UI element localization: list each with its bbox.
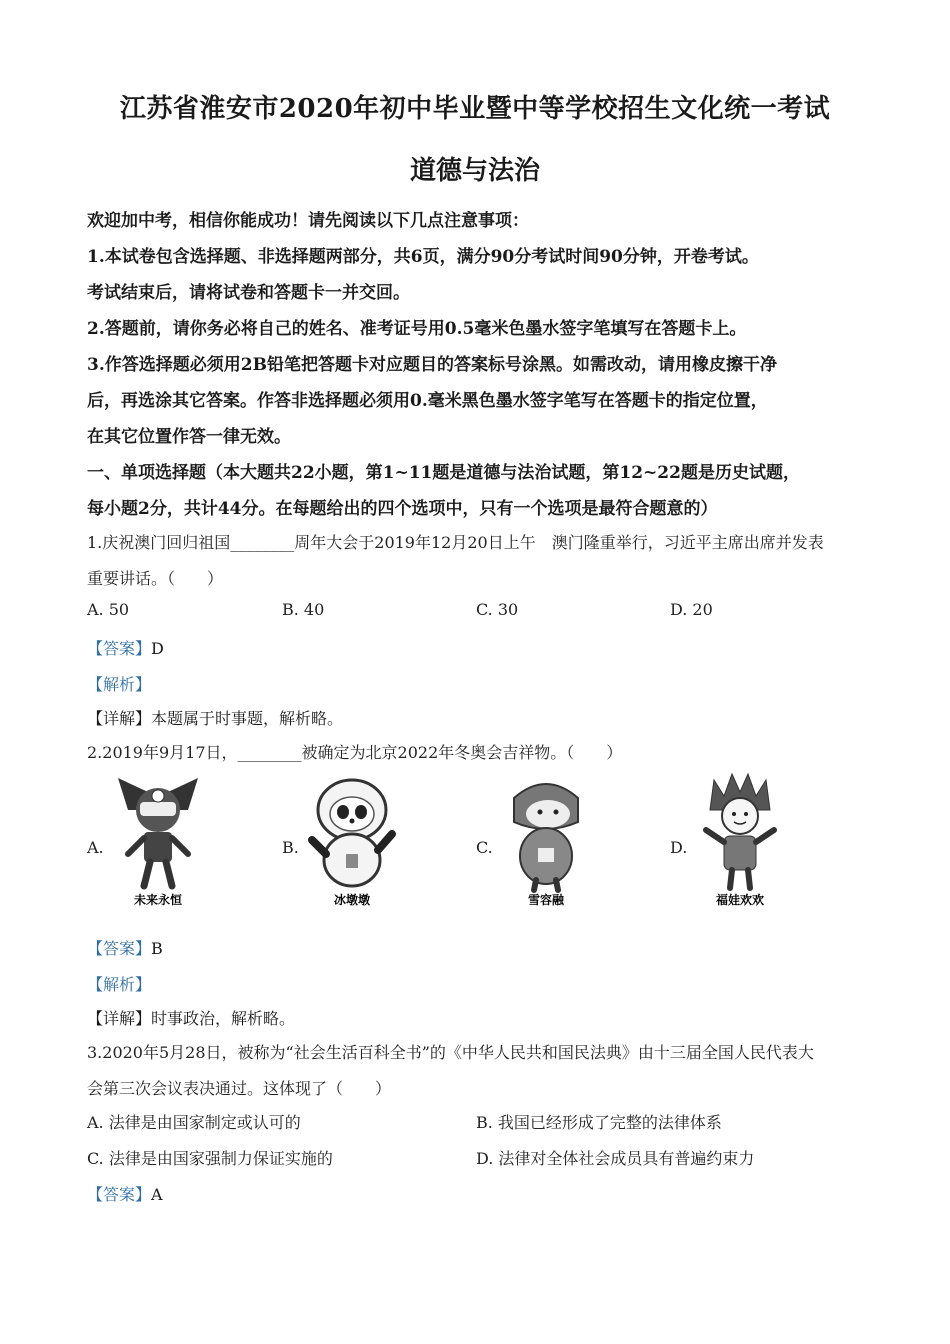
q1-detail: 【详解】本题属于时事题，解析略。	[87, 709, 344, 728]
question-1-stem: 重要讲话。（ ）	[87, 569, 224, 588]
mascot-c-caption: 雪容融	[527, 893, 565, 907]
mascot-d-image	[690, 770, 790, 910]
subject-title: 道德与法治	[409, 156, 540, 186]
note-line: 考试结束后，请将试卷和答题卡一并交回。	[87, 283, 410, 303]
q3-option-a: A. 法律是由国家制定或认可的	[87, 1113, 301, 1132]
q1-answer: 【答案】D	[87, 639, 164, 658]
q3-option-c: C. 法律是由国家强制力保证实施的	[87, 1149, 333, 1168]
note-line: 后，再选涂其它答案。作答非选择题必须用0.毫米黑色墨水签字笔写在答题卡的指定位置，	[87, 391, 768, 411]
question-1-stem: 1.庆祝澳门回归祖国________周年大会于2019年12月20日上午 澳门隆重举行，习近平主席出席并发表	[87, 533, 824, 552]
note-line: 欢迎加中考，相信你能成功！请先阅读以下几点注意事项：	[87, 211, 529, 231]
mascot-c-image	[496, 770, 596, 910]
section-header: 一、单项选择题（本大题共22小题，第1~11题是道德与法治试题，第12~22题是历史试题，	[87, 463, 800, 483]
question-2-stem: 2.2019年9月17日，________被确定为北京2022年冬奥会吉祥物。（ ）	[87, 743, 623, 762]
q2-option-c: C.	[476, 838, 493, 857]
q2-analysis-label: 【解析】	[87, 975, 152, 994]
q3-answer: 【答案】A	[87, 1185, 163, 1204]
q1-option-b: B. 40	[282, 600, 325, 619]
q3-option-d: D. 法律对全体社会成员具有普遍约束力	[476, 1149, 755, 1168]
mascot-d-caption: 福娃欢欢	[715, 893, 765, 907]
q1-option-d: D. 20	[670, 600, 713, 619]
q2-option-a: A.	[87, 838, 104, 857]
exam-title: 江苏省淮安市2020年初中毕业暨中等学校招生文化统一考试	[119, 94, 831, 124]
section-header: 每小题2分，共计44分。在每题给出的四个选项中，只有一个选项是最符合题意的）	[87, 499, 718, 519]
note-line: 1.本试卷包含选择题、非选择题两部分，共6页，满分90分考试时间90分钟，开卷考试。	[87, 247, 759, 267]
q2-option-d: D.	[670, 838, 688, 857]
mascot-a-caption: 未来永恒	[133, 893, 183, 907]
mascot-b-image	[302, 770, 402, 910]
q2-option-b: B.	[282, 838, 299, 857]
mascot-b-caption: 冰墩墩	[333, 893, 371, 907]
question-3-stem: 会第三次会议表决通过。这体现了（ ）	[87, 1079, 392, 1098]
q1-option-c: C. 30	[476, 600, 519, 619]
question-3-stem: 3.2020年5月28日，被称为“社会生活百科全书”的《中华人民共和国民法典》由十三届全国人民代表大	[87, 1043, 814, 1062]
q3-option-b: B. 我国已经形成了完整的法律体系	[476, 1113, 722, 1132]
note-line: 2.答题前，请你务必将自己的姓名、准考证号用0.5毫米色墨水签字笔填写在答题卡上。	[87, 319, 747, 339]
q1-option-a: A. 50	[87, 600, 130, 619]
note-line: 在其它位置作答一律无效。	[87, 427, 291, 447]
note-line: 3.作答选择题必须用2B铅笔把答题卡对应题目的答案标号涂黑。如需改动，请用橡皮擦干净	[87, 355, 777, 375]
mascot-a-image	[108, 770, 208, 910]
q2-answer: 【答案】B	[87, 939, 163, 958]
q1-analysis-label: 【解析】	[87, 675, 152, 694]
q2-detail: 【详解】时事政治，解析略。	[87, 1009, 296, 1028]
